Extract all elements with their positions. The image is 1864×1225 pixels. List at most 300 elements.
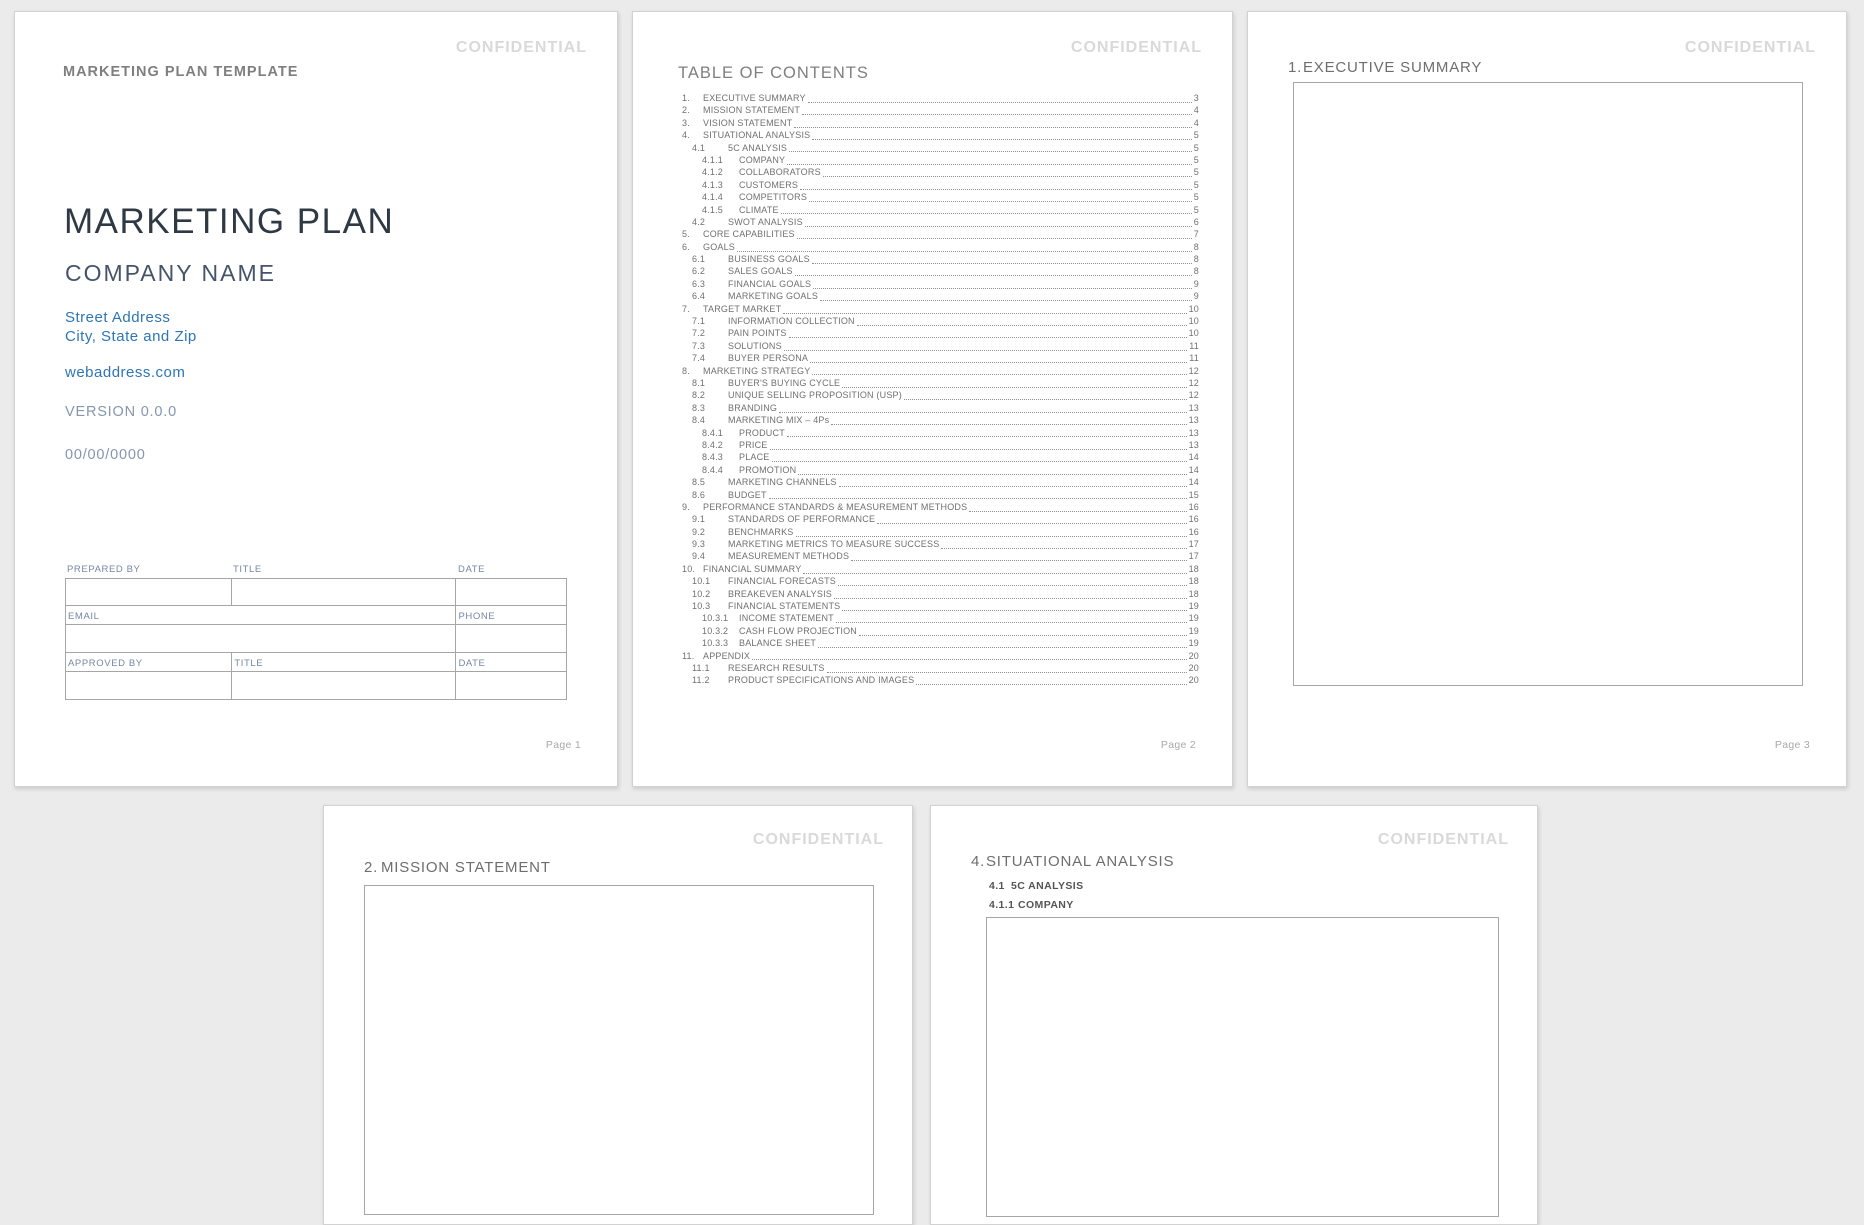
toc-entry-label: MARKETING STRATEGY <box>703 365 811 376</box>
toc-entry-label: BUDGET <box>728 489 767 500</box>
toc-heading: TABLE OF CONTENTS <box>678 64 869 82</box>
toc-entry[interactable] <box>679 601 1199 613</box>
mission-statement-textbox[interactable] <box>364 885 874 1215</box>
toc-entry-number: 11.2 <box>692 675 710 686</box>
toc-dot-leader <box>916 684 1186 685</box>
toc-dot-leader <box>787 164 1192 165</box>
approved-by-label: APPROVED BY <box>68 657 143 669</box>
toc-entry[interactable] <box>679 490 1199 502</box>
toc-entry-label: CASH FLOW PROJECTION <box>739 625 858 636</box>
city-state-zip: City, State and Zip <box>65 328 197 345</box>
toc-entry-number: 10.1 <box>692 576 711 587</box>
toc-entry-number: 8.4.4 <box>702 464 724 475</box>
toc-entry-page: 8 <box>1193 254 1199 265</box>
toc-entry[interactable] <box>679 452 1199 464</box>
toc-dot-leader <box>772 461 1187 462</box>
toc-entry-number: 8.4.2 <box>702 439 724 450</box>
toc-dot-leader <box>787 436 1187 437</box>
toc-entry-label: VISION STATEMENT <box>703 117 793 128</box>
prepared-date-field[interactable] <box>455 579 566 605</box>
toc-entry-number: 5. <box>682 229 690 240</box>
toc-entry-page: 18 <box>1188 563 1199 574</box>
toc-entry-number: 9.1 <box>692 514 706 525</box>
toc-entry[interactable] <box>679 403 1199 415</box>
toc-entry[interactable] <box>679 304 1199 316</box>
toc-entry[interactable] <box>679 254 1199 266</box>
toc-dot-leader <box>784 350 1187 351</box>
toc-entry-number: 6.2 <box>692 266 706 277</box>
toc-entry[interactable] <box>679 527 1199 539</box>
section-heading <box>1288 59 1482 76</box>
form-input-row-3 <box>66 671 566 699</box>
toc-entry-label: INCOME STATEMENT <box>739 613 834 624</box>
toc-entry-label: COMPANY <box>739 154 786 165</box>
toc-entry-number: 2. <box>682 105 690 116</box>
toc-entry-number: 8.4.1 <box>702 427 724 438</box>
toc-dot-leader <box>827 672 1187 673</box>
section-title: SITUATIONAL ANALYSIS <box>986 853 1175 870</box>
toc-entry[interactable] <box>679 93 1199 105</box>
toc-entry-page: 16 <box>1188 526 1199 537</box>
toc-dot-leader <box>752 659 1186 660</box>
toc-entry-page: 6 <box>1193 216 1199 227</box>
toc-entry-page: 9 <box>1193 278 1199 289</box>
toc-dot-leader <box>842 387 1186 388</box>
toc-entry-page: 5 <box>1193 142 1199 153</box>
toc-entry-page: 18 <box>1188 588 1199 599</box>
toc-entry-label: BENCHMARKS <box>728 526 794 537</box>
toc-entry-number: 6.3 <box>692 278 706 289</box>
toc-entry-number: 8.4 <box>692 415 706 426</box>
toc-entry-page: 18 <box>1188 576 1199 587</box>
toc-entry-label: MARKETING CHANNELS <box>728 477 837 488</box>
toc-dot-leader <box>802 114 1192 115</box>
subsection-number: 4.1.1 <box>989 899 1015 911</box>
toc-entry-page: 4 <box>1193 105 1199 116</box>
toc-entry-page: 12 <box>1188 377 1199 388</box>
section-title: EXECUTIVE SUMMARY <box>1303 59 1483 76</box>
section-number: 1. <box>1288 59 1303 76</box>
email-field[interactable] <box>66 625 455 652</box>
toc-entry[interactable] <box>679 118 1199 130</box>
toc-entry[interactable] <box>679 130 1199 142</box>
toc-entry-number: 1. <box>682 93 690 103</box>
toc-entry-label: GOALS <box>703 241 736 252</box>
toc-entry[interactable] <box>679 242 1199 254</box>
toc-entry[interactable] <box>679 155 1199 167</box>
toc-entry-label: SALES GOALS <box>728 266 793 277</box>
company-textbox[interactable] <box>986 917 1499 1217</box>
toc-entry-number: 9.3 <box>692 539 706 550</box>
form-label-row-3 <box>66 652 566 671</box>
toc-entry[interactable] <box>679 675 1199 687</box>
toc-entry-page: 13 <box>1188 415 1199 426</box>
toc-entry-page: 5 <box>1193 167 1199 178</box>
toc-dot-leader <box>809 201 1192 202</box>
toc-entry-page: 20 <box>1188 650 1199 661</box>
toc-dot-leader <box>783 313 1186 314</box>
toc-entry-label: COMPETITORS <box>739 192 808 203</box>
toc-dot-leader <box>836 622 1187 623</box>
toc-entry-label: APPENDIX <box>703 650 751 661</box>
toc-entry-page: 5 <box>1193 192 1199 203</box>
subsection-heading-company <box>989 899 1074 911</box>
toc-dot-leader <box>795 275 1192 276</box>
toc-dot-leader <box>877 523 1186 524</box>
toc-entry-label: BUYER'S BUYING CYCLE <box>728 377 841 388</box>
toc-entry-label: MARKETING MIX – 4Ps <box>728 415 830 426</box>
document-template-label: MARKETING PLAN TEMPLATE <box>63 64 299 80</box>
cover-page <box>14 11 618 787</box>
toc-entry[interactable] <box>679 428 1199 440</box>
street-address: Street Address <box>65 309 171 326</box>
toc-entry-page: 4 <box>1193 117 1199 128</box>
toc-entry-number: 8.5 <box>692 477 706 488</box>
toc-dot-leader <box>859 635 1187 636</box>
toc-entry-page: 14 <box>1188 477 1199 488</box>
toc-entry-label: BRANDING <box>728 402 778 413</box>
prepared-title-field[interactable] <box>231 579 455 605</box>
toc-entry-page: 8 <box>1193 266 1199 277</box>
toc-entry-label: SOLUTIONS <box>728 340 782 351</box>
toc-entry-number: 4.1.4 <box>702 192 724 203</box>
section-title: MISSION STATEMENT <box>381 859 551 876</box>
toc-dot-leader <box>798 474 1186 475</box>
toc-entry-label: SWOT ANALYSIS <box>728 216 803 227</box>
section-heading <box>971 853 1174 870</box>
toc-entry-page: 8 <box>1193 241 1199 252</box>
toc-list <box>679 93 1199 688</box>
toc-entry-number: 6.1 <box>692 254 706 265</box>
toc-entry[interactable] <box>679 378 1199 390</box>
toc-entry-label: INFORMATION COLLECTION <box>728 316 855 327</box>
form-label-row-1 <box>65 562 567 578</box>
prepared-by-label: PREPARED BY <box>67 564 141 575</box>
toc-entry-number: 9.2 <box>692 526 706 537</box>
toc-entry-number: 4.1 <box>692 142 706 153</box>
toc-dot-leader <box>794 127 1191 128</box>
toc-entry-page: 7 <box>1193 229 1199 240</box>
toc-entry[interactable] <box>679 663 1199 675</box>
cover-date: 00/00/0000 <box>65 447 146 463</box>
executive-summary-textbox[interactable] <box>1293 82 1803 686</box>
toc-dot-leader <box>789 151 1192 152</box>
toc-dot-leader <box>834 598 1187 599</box>
toc-entry-page: 12 <box>1188 365 1199 376</box>
date-label-2: DATE <box>458 657 486 669</box>
toc-entry-label: PRODUCT <box>739 427 785 438</box>
toc-entry[interactable] <box>679 143 1199 155</box>
toc-entry-page: 14 <box>1188 452 1199 463</box>
toc-dot-leader <box>803 573 1186 574</box>
toc-dot-leader <box>800 189 1192 190</box>
subsection-heading-5c-analysis <box>989 880 1083 892</box>
toc-entry-label: STANDARDS OF PERFORMANCE <box>728 514 876 525</box>
toc-entry[interactable] <box>679 205 1199 217</box>
toc-entry-page: 10 <box>1188 303 1199 314</box>
section-number: 4. <box>971 853 986 870</box>
toc-entry-number: 4.1.3 <box>702 179 724 190</box>
toc-entry-number: 4.1.1 <box>702 154 724 165</box>
toc-dot-leader <box>851 560 1186 561</box>
toc-entry-page: 5 <box>1193 179 1199 190</box>
toc-entry-label: BALANCE SHEET <box>739 638 817 649</box>
toc-entry-number: 9.4 <box>692 551 706 562</box>
toc-entry-label: PROMOTION <box>739 464 797 475</box>
toc-entry[interactable] <box>679 105 1199 117</box>
toc-entry-page: 11 <box>1189 353 1199 364</box>
approved-date-field[interactable] <box>455 672 566 699</box>
toc-entry-number: 7. <box>682 303 690 314</box>
toc-dot-leader <box>810 362 1187 363</box>
confidential-watermark: CONFIDENTIAL <box>752 831 884 848</box>
toc-entry-number: 10.3.1 <box>702 613 729 624</box>
toc-entry-number: 3. <box>682 117 690 128</box>
toc-dot-leader <box>838 585 1187 586</box>
confidential-watermark: CONFIDENTIAL <box>1070 39 1202 56</box>
toc-entry-number: 11. <box>682 650 695 661</box>
toc-entry-page: 13 <box>1188 427 1199 438</box>
toc-dot-leader <box>796 536 1187 537</box>
toc-entry-page: 13 <box>1188 402 1199 413</box>
toc-page <box>632 11 1233 787</box>
toc-dot-leader <box>789 337 1187 338</box>
phone-field[interactable] <box>455 625 566 652</box>
toc-entry[interactable] <box>679 279 1199 291</box>
toc-entry-label: CUSTOMERS <box>739 179 799 190</box>
toc-entry-number: 6. <box>682 241 690 252</box>
toc-entry-number: 7.3 <box>692 340 706 351</box>
toc-entry-number: 4. <box>682 130 690 141</box>
toc-entry-label: FINANCIAL GOALS <box>728 278 812 289</box>
toc-entry-number: 7.2 <box>692 328 706 339</box>
toc-entry[interactable] <box>679 192 1199 204</box>
toc-entry-page: 9 <box>1193 291 1199 302</box>
subsection-number: 4.1 <box>989 880 1005 892</box>
executive-summary-page <box>1247 11 1847 787</box>
toc-entry[interactable] <box>679 514 1199 526</box>
approved-title-field[interactable] <box>231 672 455 699</box>
cover-title: MARKETING PLAN <box>64 202 395 241</box>
toc-entry[interactable] <box>679 390 1199 402</box>
toc-entry[interactable] <box>679 440 1199 452</box>
toc-entry-page: 17 <box>1188 551 1199 562</box>
toc-dot-leader <box>820 300 1192 301</box>
form-input-row-2 <box>66 624 566 652</box>
toc-entry-page: 3 <box>1193 93 1199 103</box>
toc-entry[interactable] <box>679 638 1199 650</box>
toc-entry-label: TARGET MARKET <box>703 303 782 314</box>
toc-entry-number: 10.3.2 <box>702 625 729 636</box>
toc-dot-leader <box>779 412 1186 413</box>
toc-entry-page: 15 <box>1188 489 1199 500</box>
toc-entry[interactable] <box>679 651 1199 663</box>
mission-statement-page <box>323 805 913 1225</box>
toc-entry-label: FINANCIAL STATEMENTS <box>728 601 841 612</box>
toc-dot-leader <box>831 424 1186 425</box>
form-grid <box>65 578 567 700</box>
confidential-watermark: CONFIDENTIAL <box>1377 831 1509 848</box>
toc-entry-number: 7.1 <box>692 316 706 327</box>
toc-entry[interactable] <box>679 180 1199 192</box>
toc-entry-label: PLACE <box>739 452 770 463</box>
toc-entry-label: PRICE <box>739 439 768 450</box>
toc-dot-leader <box>904 399 1187 400</box>
toc-entry-page: 12 <box>1188 390 1199 401</box>
toc-entry-number: 7.4 <box>692 353 706 364</box>
toc-entry[interactable] <box>679 217 1199 229</box>
toc-entry[interactable] <box>679 291 1199 303</box>
toc-entry-number: 11.1 <box>692 662 710 673</box>
toc-entry-page: 19 <box>1188 613 1199 624</box>
signoff-form <box>65 562 567 700</box>
toc-entry[interactable] <box>679 316 1199 328</box>
toc-dot-leader <box>813 288 1192 289</box>
toc-entry-label: FINANCIAL SUMMARY <box>703 563 802 574</box>
toc-dot-leader <box>842 610 1186 611</box>
toc-dot-leader <box>797 238 1192 239</box>
toc-entry[interactable] <box>679 266 1199 278</box>
toc-entry-page: 14 <box>1188 464 1199 475</box>
page-number-footer: Page 2 <box>1160 739 1196 751</box>
toc-entry-label: RESEARCH RESULTS <box>728 662 825 673</box>
toc-entry-page: 5 <box>1193 204 1199 215</box>
toc-entry-label: SITUATIONAL ANALYSIS <box>703 130 811 141</box>
toc-entry[interactable] <box>679 502 1199 514</box>
toc-entry-label: CLIMATE <box>739 204 779 215</box>
toc-entry[interactable] <box>679 341 1199 353</box>
toc-dot-leader <box>823 176 1192 177</box>
toc-entry-page: 20 <box>1188 675 1199 686</box>
toc-dot-leader <box>812 374 1186 375</box>
page-number-footer: Page 3 <box>1774 739 1810 751</box>
toc-entry-label: MEASUREMENT METHODS <box>728 551 850 562</box>
toc-entry-number: 4.1.5 <box>702 204 724 215</box>
toc-entry[interactable] <box>679 229 1199 241</box>
toc-entry[interactable] <box>679 477 1199 489</box>
toc-dot-leader <box>781 213 1192 214</box>
phone-label: PHONE <box>458 610 496 622</box>
toc-entry[interactable] <box>679 539 1199 551</box>
toc-entry[interactable] <box>679 167 1199 179</box>
toc-entry-label: MISSION STATEMENT <box>703 105 801 116</box>
email-label: EMAIL <box>68 610 100 622</box>
toc-entry-page: 16 <box>1188 514 1199 525</box>
toc-entry-number: 8.2 <box>692 390 706 401</box>
toc-entry-number: 4.2 <box>692 216 706 227</box>
subsection-title: 5C ANALYSIS <box>1011 880 1084 892</box>
toc-entry[interactable] <box>679 551 1199 563</box>
toc-dot-leader <box>737 251 1192 252</box>
form-input-row-1 <box>66 579 566 605</box>
company-name: COMPANY NAME <box>65 260 277 286</box>
toc-dot-leader <box>808 102 1192 103</box>
toc-entry-page: 13 <box>1188 439 1199 450</box>
toc-entry-page: 17 <box>1188 539 1199 550</box>
toc-entry-label: CORE CAPABILITIES <box>703 229 795 240</box>
toc-entry-label: UNIQUE SELLING PROPOSITION (USP) <box>728 390 902 401</box>
form-label-row-2 <box>66 605 566 624</box>
toc-entry-page: 5 <box>1193 130 1199 141</box>
toc-entry-number: 8.1 <box>692 377 706 388</box>
subsection-title: COMPANY <box>1018 899 1074 911</box>
toc-dot-leader <box>941 548 1186 549</box>
toc-dot-leader <box>818 647 1186 648</box>
toc-dot-leader <box>839 486 1187 487</box>
toc-entry-number: 8. <box>682 365 690 376</box>
toc-entry[interactable] <box>679 328 1199 340</box>
toc-entry[interactable] <box>679 576 1199 588</box>
confidential-watermark: CONFIDENTIAL <box>1684 39 1816 56</box>
toc-entry[interactable] <box>679 465 1199 477</box>
toc-entry[interactable] <box>679 589 1199 601</box>
toc-entry-page: 19 <box>1188 625 1199 636</box>
section-number: 2. <box>364 859 379 876</box>
situational-analysis-page <box>930 805 1538 1225</box>
toc-entry-label: COLLABORATORS <box>739 167 821 178</box>
toc-entry-number: 6.4 <box>692 291 706 302</box>
toc-entry-page: 19 <box>1188 601 1199 612</box>
toc-entry-number: 8.6 <box>692 489 706 500</box>
toc-dot-leader <box>805 226 1192 227</box>
toc-entry-number: 10.3.3 <box>702 638 729 649</box>
toc-entry-label: FINANCIAL FORECASTS <box>728 576 836 587</box>
toc-entry-page: 10 <box>1188 316 1199 327</box>
toc-entry-label: BREAKEVEN ANALYSIS <box>728 588 832 599</box>
date-label: DATE <box>458 564 486 575</box>
title-label: TITLE <box>233 564 262 575</box>
toc-entry-number: 8.4.3 <box>702 452 724 463</box>
toc-entry-number: 8.3 <box>692 402 706 413</box>
toc-entry[interactable] <box>679 564 1199 576</box>
toc-entry[interactable] <box>679 626 1199 638</box>
toc-entry-label: EXECUTIVE SUMMARY <box>703 93 806 103</box>
confidential-watermark: CONFIDENTIAL <box>455 39 587 56</box>
toc-entry-number: 10. <box>682 563 696 574</box>
toc-entry-label: 5C ANALYSIS <box>728 142 788 153</box>
toc-entry[interactable] <box>679 415 1199 427</box>
title-label-2: TITLE <box>234 657 264 669</box>
toc-dot-leader <box>812 139 1191 140</box>
prepared-by-field[interactable] <box>66 579 231 605</box>
toc-entry-page: 5 <box>1193 154 1199 165</box>
toc-entry-label: MARKETING METRICS TO MEASURE SUCCESS <box>728 539 940 550</box>
toc-entry-label: MARKETING GOALS <box>728 291 819 302</box>
approved-by-field[interactable] <box>66 672 231 699</box>
toc-entry-label: BUSINESS GOALS <box>728 254 810 265</box>
section-heading <box>364 859 551 876</box>
toc-entry-number: 10.2 <box>692 588 711 599</box>
toc-entry-page: 20 <box>1188 662 1199 673</box>
toc-entry-number: 4.1.2 <box>702 167 724 178</box>
toc-entry-label: BUYER PERSONA <box>728 353 809 364</box>
toc-entry-number: 10.3 <box>692 601 711 612</box>
toc-entry-label: PAIN POINTS <box>728 328 787 339</box>
toc-entry-page: 19 <box>1188 638 1199 649</box>
toc-dot-leader <box>969 511 1186 512</box>
toc-entry-page: 11 <box>1189 340 1199 351</box>
toc-dot-leader <box>769 498 1187 499</box>
version-label: VERSION 0.0.0 <box>65 404 177 420</box>
page-number-footer: Page 1 <box>545 739 581 751</box>
toc-entry-number: 9. <box>682 501 690 512</box>
toc-entry[interactable] <box>679 613 1199 625</box>
web-address: webaddress.com <box>65 364 186 381</box>
toc-entry[interactable] <box>679 366 1199 378</box>
toc-entry[interactable] <box>679 353 1199 365</box>
toc-dot-leader <box>812 263 1192 264</box>
toc-dot-leader <box>857 325 1187 326</box>
